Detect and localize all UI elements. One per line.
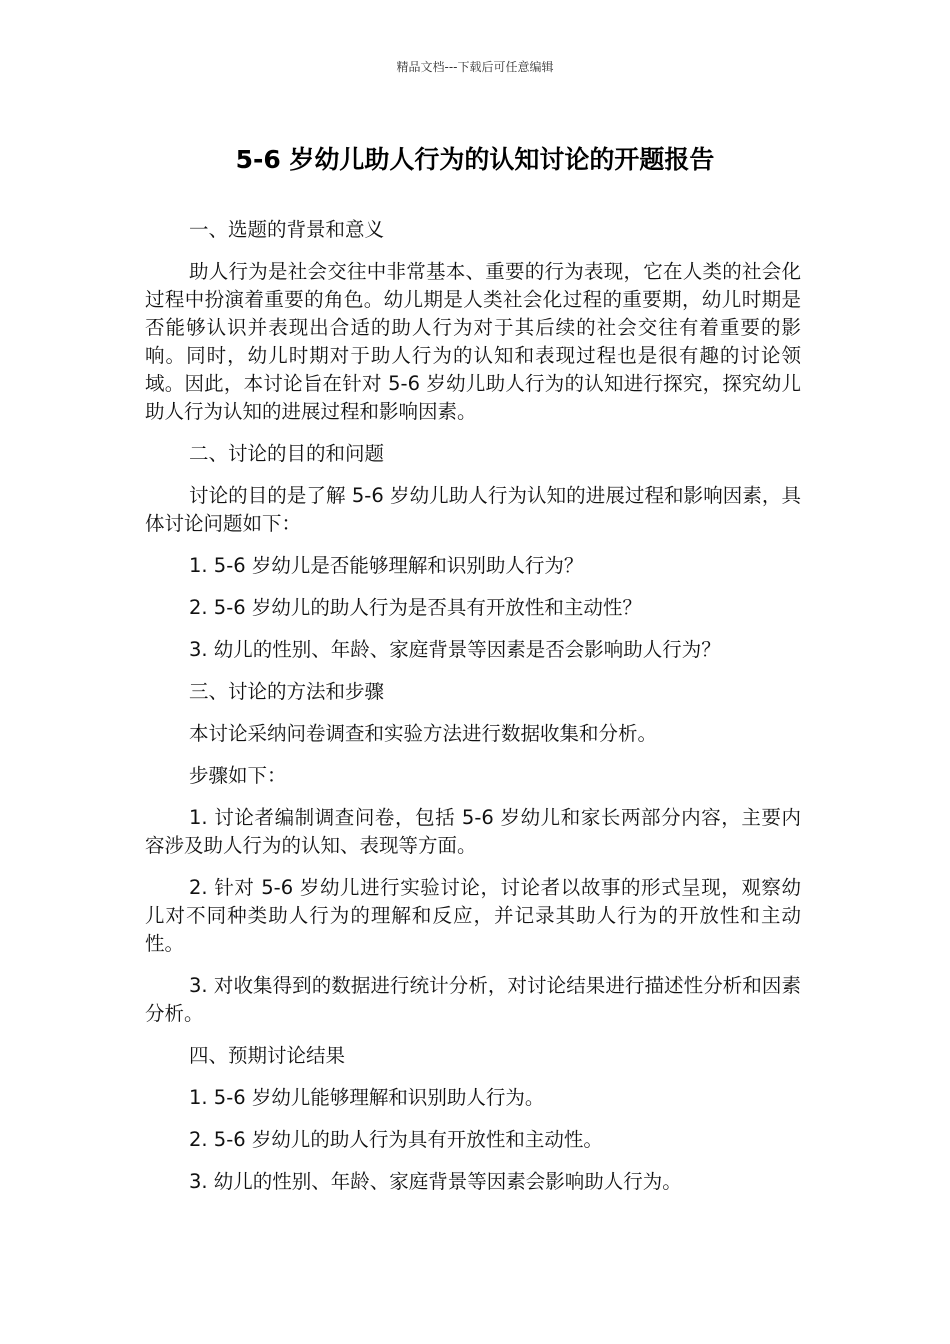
section-heading-method: 三、讨论的方法和步骤 [189,680,385,703]
paragraph-purpose: 讨论的目的是了解 5-6 岁幼儿助人行为认知的进展过程和影响因素，具体讨论问题如下： [145,484,801,535]
document-title: 5-6 岁幼儿助人行为的认知讨论的开题报告 [235,145,715,174]
section-heading-purpose: 二、讨论的目的和问题 [189,442,385,465]
step-item-1: 1. 讨论者编制调查问卷，包括 5-6 岁幼儿和家长两部分内容，主要内容涉及助人行为的认知、表现等方面。 [145,806,801,857]
result-item-3: 3. 幼儿的性别、年龄、家庭背景等因素会影响助人行为。 [189,1170,682,1193]
section-heading-background: 一、选题的背景和意义 [189,218,385,241]
paragraph-steps-intro: 步骤如下： [189,764,287,787]
section-heading-results: 四、预期讨论结果 [189,1044,346,1067]
result-item-1: 1. 5-6 岁幼儿能够理解和识别助人行为。 [189,1086,545,1109]
question-item-3: 3. 幼儿的性别、年龄、家庭背景等因素是否会影响助人行为？ [189,638,721,661]
paragraph-method: 本讨论采纳问卷调查和实验方法进行数据收集和分析。 [189,722,658,745]
question-item-1: 1. 5-6 岁幼儿是否能够理解和识别助人行为？ [189,554,584,577]
document-body [145,216,801,1210]
result-item-2: 2. 5-6 岁幼儿的助人行为具有开放性和主动性。 [189,1128,603,1151]
step-item-3: 3. 对收集得到的数据进行统计分析，对讨论结果进行描述性分析和因素分析。 [145,974,801,1025]
step-item-2: 2. 针对 5-6 岁幼儿进行实验讨论，讨论者以故事的形式呈现，观察幼儿对不同种类助人行为的理解和反应，并记录其助人行为的开放性和主动性。 [145,876,801,955]
paragraph-background: 助人行为是社会交往中非常基本、重要的行为表现，它在人类的社会化过程中扮演着重要的角色。幼儿期是人类社会化过程的重要期，幼儿时期是否能够认识并表现出合适的助人行为对于其后续的社会交往有着重要的影响。同时，幼儿时期对于助人行为的认知和表现过程也是很有趣的讨论领域。因此，本讨论旨在针对 5-6 岁幼儿助人行为的认知进行探究，探究幼儿助人行为认知的进展过程和影响因素。 [145,260,801,423]
page-header-note: 精品文档---下载后可任意编辑 [396,60,554,74]
question-item-2: 2. 5-6 岁幼儿的助人行为是否具有开放性和主动性？ [189,596,642,619]
